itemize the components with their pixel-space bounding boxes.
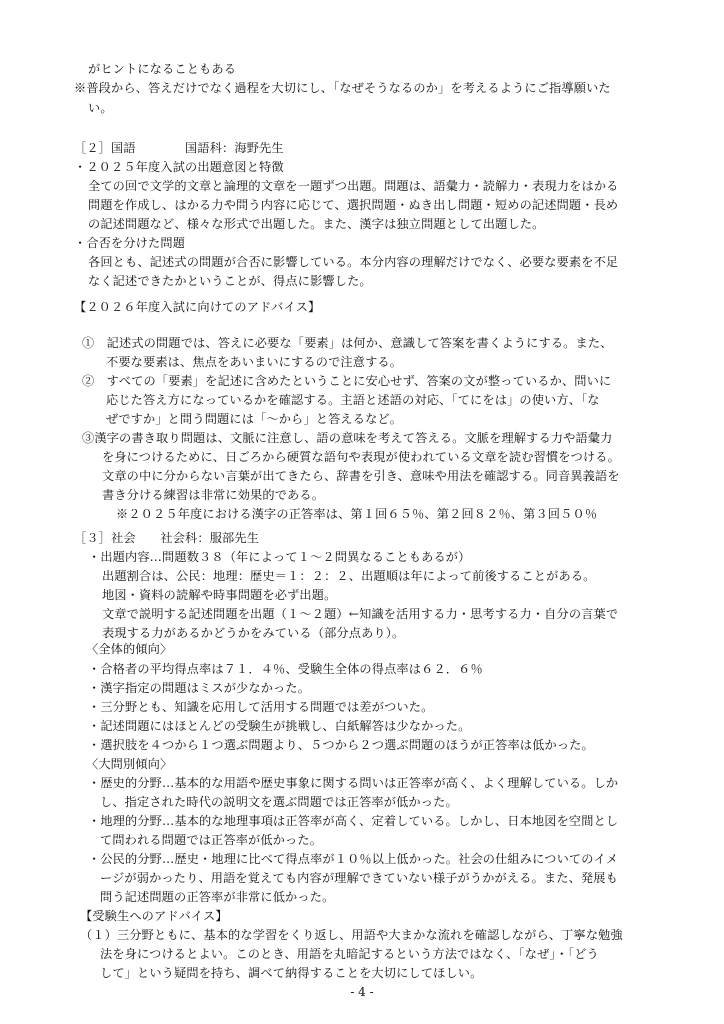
student-advice-item-1: （１）三分野ともに、基本的な学習をくり返し、用語や大まかな流れを確認しながら、丁寧な勉強	[80, 928, 623, 942]
page-number: - 4 -	[350, 985, 374, 999]
text-line-11: なく記述できたかということが、得点に影響した。	[88, 274, 372, 288]
text-line-16: 応じた答え方になっているかを確認する。主語と述語の対応、「てにをは」の使い方、「な	[106, 393, 600, 407]
text-line-7: 問題を作成し、はかる力や問う内容に応じて、選択問題・ぬき出し問題・短めの記述問題・長め	[88, 198, 619, 212]
text-line-45: 法を身につけるとよい。このとき、用語を丸暗記するという方法ではなく、「なぜ」・「どう	[100, 947, 599, 961]
civics-item: ・公民的分野…歴史・地理に比べて得点率が１０％以上低かった。社会の仕組みについてのイメ	[88, 852, 619, 866]
text-line-17: ぜですか」と問う問題には「～から」と答えるなど。	[106, 412, 403, 426]
text-line-20: 文章の中に分からない言葉が出てきたら、辞書を引き、意味や用法を確認する。同音異義語を	[102, 469, 620, 483]
text-line-14: 不要な要素は、焦点をあいまいにするので注意する。	[106, 355, 403, 369]
advice-item-3: ③漢字の書き取り問題は、文脈に注意し、語の意味を考えて答える。文脈を理解する力や語彙力	[82, 431, 613, 445]
trend-item-4: ・記述問題にはほとんどの受験生が挑戦し、白紙解答は少なかった。	[88, 719, 471, 733]
text-line-6: 全ての回で文学的文章と論理的文章を一題ずつ出題。問題は、語彙力・読解力・表現力をはかる	[88, 179, 619, 193]
bullet-deciding-questions: ・合否を分けた問題	[74, 236, 186, 250]
trend-item-1: ・合格者の平均得点率は７１．４％、受験生全体の得点率は６２．６％	[88, 662, 483, 676]
section-heading-social: ［３］社会 社会科：服部先生	[74, 531, 260, 545]
text-line-37: し、指定された時代の説明文を選ぶ問題では正答率が低かった。	[100, 795, 458, 809]
text-line-28: 表現する力があるかどうかをみている（部分点あり）。	[102, 626, 405, 640]
geography-item: ・地理的分野…基本的な地理事項は正答率が高く、定着している。しかし、日本地図を空間とし	[88, 814, 619, 828]
student-advice-heading: 【受験生へのアドバイス】	[80, 909, 228, 923]
trend-item-2: ・漢字指定の問題はミスが少なかった。	[88, 681, 311, 695]
history-item: ・歴史的分野…基本的な用語や歴史事象に関する問いは正答率が高く、よく理解している。しか	[88, 776, 619, 790]
text-line-39: て問われる問題では正答率が低かった。	[100, 833, 323, 847]
text-line-10: 各回とも、記述式の問題が合否に影響している。本分内容の理解だけでなく、必要な要素を不足	[88, 255, 619, 269]
text-line-19: を身につけるために、日ごろから硬質な語句や表現が使われている文章を読む習慣をつける。	[102, 450, 620, 464]
overall-trend-heading: 〈全体的傾向〉	[86, 642, 173, 656]
section-heading-japanese: ［２］国語 国語科：海野先生	[74, 141, 284, 155]
trend-item-3: ・三分野とも、知識を応用して活用する問題では差がついた。	[88, 700, 434, 714]
text-line-21: 書き分ける練習は非常に効果的である。	[102, 488, 325, 502]
text-line-3: い。	[88, 101, 113, 115]
advice-item-2: ② すべての「要素」を記述に含めたということに安心せず、答案の文が整っているか、問いに	[82, 374, 612, 388]
text-line-42: 問う記述問題の正答率が非常に低かった。	[100, 890, 335, 904]
kanji-rate-note: ※２０２５年度における漢字の正答率は、第１回６５％、第２回８２％、第３回５０％	[116, 507, 598, 521]
bullet-exam-intent: ・２０２５年度入試の出題意図と特徴	[74, 160, 284, 174]
text-line-1: がヒントになることもある	[88, 62, 237, 76]
advice-heading-2026: 【２０２６年度入試に向けてのアドバイス】	[74, 300, 321, 314]
text-line-26: 地図・資料の読解や時事問題を必ず出題。	[102, 588, 337, 602]
text-line-41: ージが弱かったり、用語を覚えても内容が理解できていない様子がうかがえる。また、発展も	[100, 871, 618, 885]
text-line-25: 出題割合は、公民：地理：歴史＝１：２：２、出題順は年によって前後することがある。	[102, 569, 596, 583]
text-line-8: の記述問題など、様々な形式で出題した。また、漢字は独立問題として出題した。	[88, 217, 545, 231]
question-trend-heading: 〈大問別傾向〉	[86, 757, 173, 771]
bullet-exam-content: ・出題内容…問題数３８（年によって１～２問異なることもあるが）	[88, 550, 471, 564]
text-line-2: ※普段から、答えだけでなく過程を大切にし、「なぜそうなるのか」を考えるようにご指導願いた	[74, 81, 611, 95]
advice-item-1: ① 記述式の問題では、答えに必要な「要素」は何か、意識して答案を書くようにする。また、	[82, 336, 613, 350]
text-line-46: して」という疑問を持ち、調べて納得することを大切にしてほしい。	[100, 966, 483, 980]
trend-item-5: ・選択肢を４つから１つ選ぶ問題より、５つから２つ選ぶ問題のほうが正答率は低かった。	[88, 738, 594, 752]
text-line-27: 文章で説明する記述問題を出題（１～２題）←知識を活用する力・思考する力・自分の言葉で	[102, 607, 619, 621]
